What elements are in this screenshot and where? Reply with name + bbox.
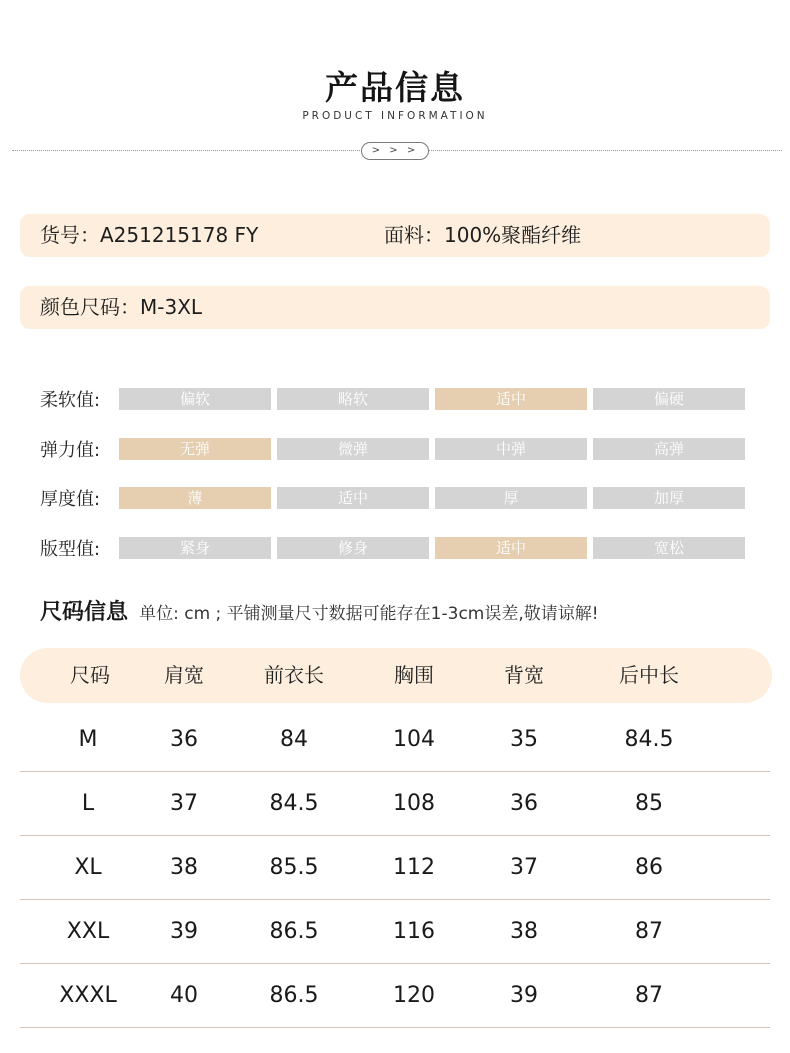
column-header-back-length: 后中长 [619,663,679,687]
attribute-option-selected: 薄 [119,487,271,509]
cell-shoulder: 38 [170,855,198,880]
attribute-label: 厚度值: [40,489,101,510]
cell-back-length: 85 [635,791,663,816]
attribute-label: 弹力值: [40,440,101,461]
info-bar-color-size [20,286,770,329]
cell-back-length: 87 [635,919,663,944]
attribute-row-softness [40,388,760,410]
size-info-heading [40,595,599,626]
table-row [20,900,770,964]
table-row [20,836,770,900]
cell-size: XXL [66,919,110,944]
attribute-option: 宽松 [593,537,745,559]
table-row [20,964,770,1028]
page-title: 产品信息 [325,68,465,107]
attribute-row-elasticity [40,438,760,460]
cell-shoulder: 36 [170,727,198,752]
cell-back-width: 38 [510,919,538,944]
product-info-header [0,0,790,170]
cell-chest: 104 [393,727,435,752]
cell-shoulder: 40 [170,983,198,1008]
cell-back-width: 35 [510,727,538,752]
cell-shoulder: 39 [170,919,198,944]
cell-back-length: 87 [635,983,663,1008]
cell-front-length: 86.5 [269,983,319,1008]
table-row [20,772,770,836]
attribute-option: 适中 [277,487,429,509]
attribute-option: 紧身 [119,537,271,559]
cell-front-length: 84.5 [269,791,319,816]
cell-front-length: 84 [280,727,308,752]
size-info-note: 单位: cm ; 平铺测量尺寸数据可能存在1-3cm误差,敬请谅解! [139,604,599,624]
table-row [20,708,770,772]
column-header-size: 尺码 [70,663,110,687]
cell-back-width: 39 [510,983,538,1008]
size-table-header [20,648,772,703]
attribute-option-selected: 无弹 [119,438,271,460]
size-info-title: 尺码信息 [40,600,129,625]
attribute-option: 修身 [277,537,429,559]
column-header-front-length: 前衣长 [264,663,324,687]
attribute-row-fit [40,537,760,559]
attribute-option: 偏软 [119,388,271,410]
attribute-label: 版型值: [40,539,101,560]
cell-size: L [81,791,95,816]
info-bar-sku-fabric [20,214,770,257]
cell-chest: 120 [393,983,435,1008]
cell-front-length: 85.5 [269,855,319,880]
cell-chest: 116 [393,919,435,944]
column-header-back-width: 背宽 [504,663,544,687]
cell-front-length: 86.5 [269,919,319,944]
attribute-label: 柔软值: [40,390,101,411]
page-subtitle: PRODUCT INFORMATION [302,110,488,122]
attribute-option: 偏硬 [593,388,745,410]
cell-shoulder: 37 [170,791,198,816]
attribute-option: 中弹 [435,438,587,460]
cell-chest: 108 [393,791,435,816]
cell-chest: 112 [393,855,435,880]
attribute-option: 厚 [435,487,587,509]
column-header-chest: 胸围 [394,663,434,687]
attribute-option: 高弹 [593,438,745,460]
cell-back-width: 37 [510,855,538,880]
attribute-option: 微弹 [277,438,429,460]
attribute-row-thickness [40,487,760,509]
attribute-option: 略软 [277,388,429,410]
cell-back-length: 86 [635,855,663,880]
attribute-option-selected: 适中 [435,388,587,410]
cell-size: M [78,727,98,752]
attribute-option: 加厚 [593,487,745,509]
item-number: 货号：A251215178 FY [40,223,259,247]
column-header-shoulder: 肩宽 [164,663,204,687]
cell-back-width: 36 [510,791,538,816]
attribute-option-selected: 适中 [435,537,587,559]
divider-arrows-badge: > > > [361,142,429,160]
fabric-composition: 面料：100%聚酯纤维 [384,223,582,247]
cell-back-length: 84.5 [624,727,674,752]
color-size-range: 颜色尺码：M-3XL [40,295,203,319]
cell-size: XL [74,855,102,880]
cell-size: XXXL [59,983,117,1008]
